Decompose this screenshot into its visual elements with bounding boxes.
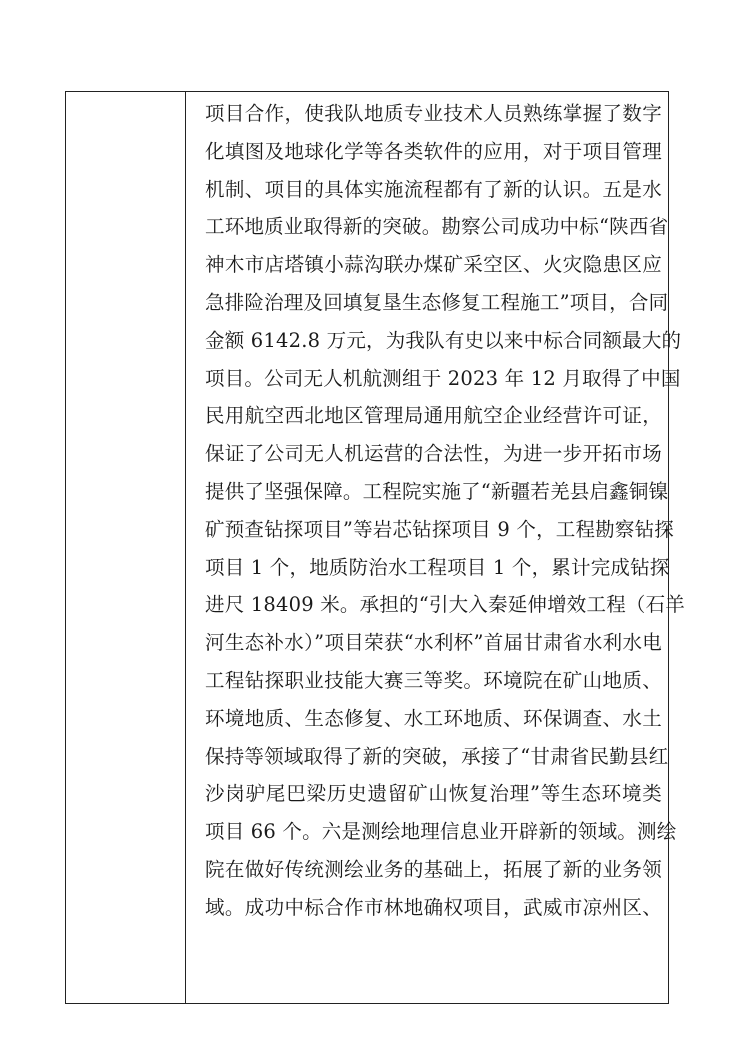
text-line: 院在做好传统测绘业务的基础上，拓展了新的业务领 — [205, 857, 662, 881]
text-line: 项目 66 个。六是测绘地理信息业开辟新的领域。测绘 — [205, 820, 677, 844]
column-divider — [185, 92, 186, 1003]
text-line: 域。成功中标合作市林地确权项目，武威市凉州区、 — [205, 895, 662, 919]
text-line: 金额 6142.8 万元，为我队有史以来中标合同额最大的 — [205, 328, 682, 352]
text-line: 进尺 18409 米。承担的“引大入秦延伸增效工程（石羊 — [205, 593, 685, 617]
text-line: 项目。公司无人机航测组于 2023 年 12 月取得了中国 — [205, 366, 681, 390]
text-line: 神木市店塔镇小蒜沟联办煤矿采空区、火灾隐患区应 — [205, 253, 662, 277]
text-line: 项目 1 个，地质防治水工程项目 1 个，累计完成钻探 — [205, 555, 670, 579]
text-line: 环境地质、生态修复、水工环地质、环保调查、水土 — [205, 706, 662, 730]
text-line: 河生态补水）”项目荣获“水利杯”首届甘肃省水利水电 — [205, 631, 662, 655]
text-line: 保持等领域取得了新的突破，承接了“甘肃省民勤县红 — [205, 744, 669, 768]
text-line: 化填图及地球化学等各类软件的应用，对于项目管理 — [205, 139, 662, 163]
text-line: 沙岗驴尾巴梁历史遗留矿山恢复治理”等生态环境类 — [205, 782, 662, 806]
text-line: 机制、项目的具体实施流程都有了新的认识。五是水 — [205, 177, 662, 201]
text-line: 急排险治理及回填复垦生态修复工程施工”项目，合同 — [205, 290, 669, 314]
text-line: 工程钻探职业技能大赛三等奖。环境院在矿山地质、 — [205, 668, 662, 692]
left-empty-cell — [66, 92, 185, 1003]
text-line: 工环地质业取得新的突破。勘察公司成功中标“陕西省 — [205, 215, 669, 239]
text-line: 提供了坚强保障。工程院实施了“新疆若羌县启鑫铜镍 — [205, 479, 669, 503]
text-line: 保证了公司无人机运营的合法性，为进一步开拓市场 — [205, 442, 662, 466]
body-text — [205, 95, 685, 927]
text-line: 项目合作，使我队地质专业技术人员熟练掌握了数字 — [205, 102, 662, 125]
text-line: 矿预查钻探项目”等岩芯钻探项目 9 个，工程勘察钻探 — [205, 517, 674, 541]
text-line: 民用航空西北地区管理局通用航空企业经营许可证， — [205, 404, 662, 428]
document-table — [65, 91, 685, 1004]
